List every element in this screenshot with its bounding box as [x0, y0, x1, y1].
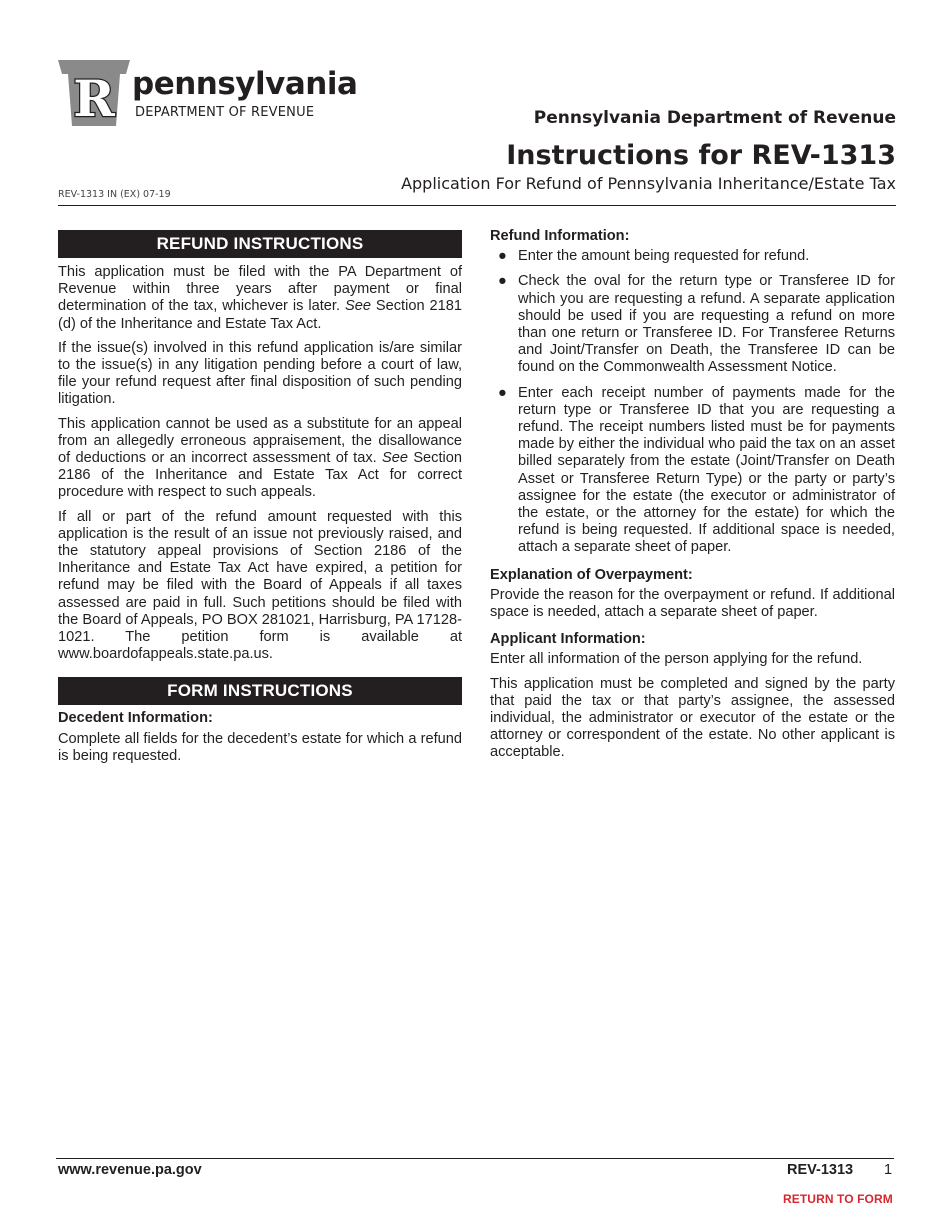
refund-paragraph-4: If all or part of the refund amount requested with this application is the result of an issue not previously raised, and the statutory appeal provisions of Section 2186 of the Inheritance and Estate Tax Act have expired, a petition for refund may be filed with the Board of Appeals if all taxes assessed are paid in full. Such petitions should be filed with the Board of Appeals, PO BOX 281021, Harrisburg, PA 17128-1021. The petition form is available at www.boardofappeals.state.pa.us. [58, 508, 462, 663]
refund-p3-text-b: Section 2186 of the Inheritance and Estate Tax Act for correct procedure with respect to such appeals. [58, 450, 462, 501]
list-item-text: Enter the amount being requested for refund. [518, 248, 810, 265]
logo-wordmark: pennsylvania [132, 66, 358, 102]
logo-department: DEPARTMENT OF REVENUE [135, 105, 315, 120]
return-to-form-link[interactable]: RETURN TO FORM [783, 1192, 893, 1206]
refund-instructions-heading: REFUND INSTRUCTIONS [58, 230, 462, 258]
list-item-text: Check the oval for the return type or Transferee ID for which you are requesting a refund. A separate application should be used if you are requesting a refund on more than one return or Transferee ID. For Transferee Returns and Joint/Transfer on Death, the Transferee ID can be found on the Commonwealth Assessment Notice. [518, 273, 895, 376]
right-column [490, 228, 895, 769]
header-divider [58, 205, 896, 206]
department-title: Pennsylvania Department of Revenue [533, 108, 896, 128]
bullet-icon: ● [498, 273, 507, 290]
left-column [58, 230, 462, 772]
refund-info-list [490, 248, 895, 556]
refund-p1-text-b: Section 2181 (d) of the Inheritance and Estate Tax Act. [58, 298, 462, 332]
refund-paragraph-1 [58, 264, 462, 333]
page-subtitle: Application For Refund of Pennsylvania Inheritance/Estate Tax [401, 174, 896, 193]
applicant-info-text-2: This application must be completed and signed by the party that paid the tax or that party’s assignee, the assessed individual, the administrator or executor of the estate or the attorney or correspondent of the estate. No other applicant is acceptable. [490, 675, 895, 761]
form-instructions-heading: FORM INSTRUCTIONS [58, 677, 462, 705]
decedent-info-text: Complete all fields for the decedent’s estate for which a refund is being requested. [58, 730, 462, 764]
logo-letter: R [73, 69, 115, 128]
form-revision-code: REV-1313 IN (EX) 07-19 [58, 189, 171, 200]
refund-p1-text-a: This application must be filed with the PA Department of Revenue within three years after payment or final determination of the tax, whichever is later. [58, 264, 462, 315]
list-item [490, 248, 895, 265]
pa-revenue-logo [56, 58, 356, 130]
page-title: Instructions for REV-1313 [506, 140, 896, 171]
refund-p1-see: See [344, 298, 371, 315]
refund-paragraph-3 [58, 416, 462, 502]
bullet-icon: ● [498, 384, 507, 401]
footer-website: www.revenue.pa.gov [58, 1162, 202, 1178]
refund-p3-see: See [382, 450, 408, 467]
list-item-text: Enter each receipt number of payments made for the return type or Transferee ID that you are requesting a refund. The receipt numbers listed must be for payments made by either the individual who paid the tax on an asset billed separately from the estate (Joint/Transfer on Death Asset or Transferee Return Type) or the party or party’s assignee for the estate (the executor or administrator of the estate, or the attorney for the estate) for which the refund is being requested. If additional space is needed, attach a separate sheet of paper. [518, 384, 895, 556]
keystone-icon [56, 58, 132, 128]
overpayment-text: Provide the reason for the overpayment or refund. If additional space is needed, attach a separate sheet of paper. [490, 586, 895, 621]
applicant-info-text-1: Enter all information of the person applying for the refund. [490, 651, 863, 668]
list-item [490, 385, 895, 557]
bullet-icon: ● [498, 248, 507, 265]
applicant-info-heading: Applicant Information: [490, 631, 646, 648]
refund-info-heading: Refund Information: [490, 228, 630, 244]
decedent-info-heading: Decedent Information: [58, 710, 213, 727]
list-item [490, 273, 895, 376]
overpayment-heading: Explanation of Overpayment: [490, 566, 693, 583]
refund-paragraph-2: If the issue(s) involved in this refund application is/are similar to the issue(s) in any litigation pending before a court of law, file your refund request after final disposition of such pending litigation. [58, 339, 462, 408]
refund-p3-text-a: This application cannot be used as a substitute for an appeal from an allegedly erroneous appraisement, the disallowance of deductions or an incorrect assessment of tax. [58, 415, 462, 467]
footer-form-code: REV-1313 [787, 1162, 854, 1178]
footer-divider [56, 1158, 894, 1159]
page-number: 1 [884, 1162, 893, 1178]
